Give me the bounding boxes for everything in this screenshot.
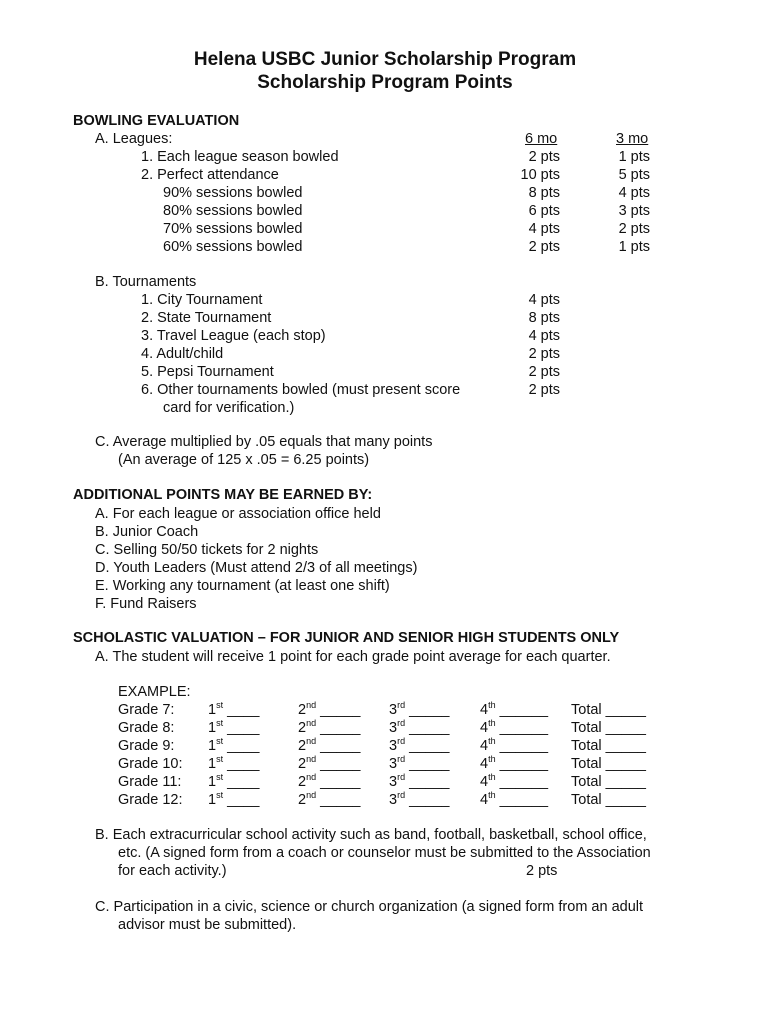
quarter-underline: _____	[409, 774, 450, 790]
league-row-3mo: 4 pts	[618, 185, 650, 201]
quarter-suffix: th	[488, 754, 496, 765]
quarter-underline: _____	[409, 702, 450, 718]
quarter-number: 2	[298, 720, 307, 736]
example-label: EXAMPLE:	[118, 684, 191, 700]
quarter-q3-blank[interactable]	[389, 702, 449, 719]
scholastic-item-a: A. The student will receive 1 point for each grade point average for each quarter.	[95, 649, 611, 665]
league-row-6mo: 2 pts	[528, 239, 560, 255]
league-row-3mo: 2 pts	[618, 221, 650, 237]
quarter-underline: _____	[320, 720, 361, 736]
quarter-suffix: th	[488, 718, 496, 729]
quarter-suffix: st	[216, 754, 224, 765]
quarter-q2-blank[interactable]	[298, 738, 360, 755]
quarter-number: 3	[389, 756, 398, 772]
quarter-number: 2	[298, 792, 307, 808]
quarter-q4-blank[interactable]	[480, 774, 548, 791]
tournament-row-pts: 2 pts	[528, 364, 560, 380]
grade-label: Grade 9:	[118, 738, 175, 754]
scholastic-item-c-line2: advisor must be submitted).	[118, 917, 297, 933]
tournament-row-pts: 2 pts	[528, 382, 560, 398]
league-row-6mo: 4 pts	[528, 221, 560, 237]
quarter-underline: _____	[320, 756, 361, 772]
tournaments-label: B. Tournaments	[95, 274, 197, 290]
league-row-3mo: 1 pts	[618, 149, 650, 165]
total-blank[interactable]: Total _____	[571, 792, 646, 808]
quarter-suffix: th	[488, 736, 496, 747]
quarter-suffix: st	[216, 700, 224, 711]
quarter-underline: ____	[227, 720, 260, 736]
quarter-q3-blank[interactable]	[389, 738, 449, 755]
quarter-number: 3	[389, 792, 398, 808]
league-row-3mo: 5 pts	[618, 167, 650, 183]
page-title: Helena USBC Junior Scholarship Program	[193, 49, 577, 70]
league-row-6mo: 6 pts	[528, 203, 560, 219]
bowling-heading: BOWLING EVALUATION	[73, 113, 240, 129]
tournament-row-label: 1. City Tournament	[141, 292, 263, 308]
quarter-suffix: rd	[397, 754, 406, 765]
quarter-q3-blank[interactable]	[389, 756, 449, 773]
quarter-q1-blank[interactable]	[208, 792, 259, 809]
league-row-label: 70% sessions bowled	[163, 221, 303, 237]
grade-label: Grade 7:	[118, 702, 175, 718]
quarter-number: 2	[298, 756, 307, 772]
quarter-q1-blank[interactable]	[208, 738, 259, 755]
quarter-q2-blank[interactable]	[298, 702, 360, 719]
quarter-suffix: nd	[306, 736, 317, 747]
quarter-q3-blank[interactable]	[389, 792, 449, 809]
quarter-q2-blank[interactable]	[298, 720, 360, 737]
quarter-suffix: th	[488, 772, 496, 783]
quarter-number: 3	[389, 738, 398, 754]
quarter-number: 4	[480, 756, 489, 772]
quarter-suffix: rd	[397, 772, 406, 783]
list-item: E. Working any tournament (at least one shift)	[95, 578, 390, 594]
quarter-underline: ____	[227, 738, 260, 754]
quarter-q1-blank[interactable]	[208, 720, 259, 737]
col-6mo-header: 6 mo	[525, 131, 558, 147]
quarter-q4-blank[interactable]	[480, 792, 548, 809]
quarter-number: 3	[389, 774, 398, 790]
quarter-number: 1	[208, 774, 217, 790]
league-row-6mo: 10 pts	[520, 167, 560, 183]
scholastic-item-c-line1: C. Participation in a civic, science or church organization (a signed form from an adult	[95, 899, 644, 915]
quarter-underline: _____	[320, 702, 361, 718]
quarter-suffix: rd	[397, 700, 406, 711]
scholastic-heading: SCHOLASTIC VALUATION – FOR JUNIOR AND SENIOR HIGH STUDENTS ONLY	[73, 630, 620, 646]
quarter-underline: ______	[499, 792, 549, 808]
average-example: (An average of 125 x .05 = 6.25 points)	[118, 452, 370, 468]
tournament-row-label: 5. Pepsi Tournament	[141, 364, 274, 380]
league-row-3mo: 3 pts	[618, 203, 650, 219]
quarter-number: 4	[480, 702, 489, 718]
quarter-number: 4	[480, 720, 489, 736]
quarter-number: 4	[480, 792, 489, 808]
quarter-number: 2	[298, 738, 307, 754]
total-blank[interactable]: Total _____	[571, 720, 646, 736]
total-blank[interactable]: Total _____	[571, 774, 646, 790]
tournament-row-label: 3. Travel League (each stop)	[141, 328, 326, 344]
additional-heading: ADDITIONAL POINTS MAY BE EARNED BY:	[73, 487, 373, 503]
list-item: A. For each league or association office held	[95, 506, 381, 522]
quarter-underline: ____	[227, 702, 260, 718]
quarter-suffix: st	[216, 772, 224, 783]
quarter-suffix: nd	[306, 700, 317, 711]
quarter-q2-blank[interactable]	[298, 792, 360, 809]
quarter-number: 1	[208, 720, 217, 736]
quarter-underline: _____	[409, 792, 450, 808]
quarter-q1-blank[interactable]	[208, 774, 259, 791]
league-row-label: 2. Perfect attendance	[141, 167, 279, 183]
tournament-row-pts: 8 pts	[528, 310, 560, 326]
quarter-suffix: nd	[306, 754, 317, 765]
quarter-underline: ____	[227, 774, 260, 790]
list-item: D. Youth Leaders (Must attend 2/3 of all meetings)	[95, 560, 418, 576]
grade-label: Grade 8:	[118, 720, 175, 736]
total-blank[interactable]: Total _____	[571, 756, 646, 772]
tournament-row-pts: 4 pts	[528, 292, 560, 308]
quarter-underline: _____	[320, 792, 361, 808]
scholastic-item-b-line3: for each activity.)	[118, 863, 227, 879]
quarter-number: 2	[298, 702, 307, 718]
quarter-number: 4	[480, 774, 489, 790]
tournament-row-label: 6. Other tournaments bowled (must present score	[141, 382, 461, 398]
grade-label: Grade 10:	[118, 756, 183, 772]
quarter-suffix: st	[216, 790, 224, 801]
total-blank[interactable]: Total _____	[571, 738, 646, 754]
quarter-q2-blank[interactable]	[298, 756, 360, 773]
quarter-underline: ____	[227, 756, 260, 772]
leagues-label: A. Leagues:	[95, 131, 173, 147]
scholastic-item-b-line2: etc. (A signed form from a coach or counselor must be submitted to the Association	[118, 845, 651, 861]
quarter-suffix: rd	[397, 736, 406, 747]
league-row-label: 90% sessions bowled	[163, 185, 303, 201]
league-row-6mo: 2 pts	[528, 149, 560, 165]
col-3mo-header: 3 mo	[616, 131, 649, 147]
list-item: B. Junior Coach	[95, 524, 199, 540]
page-subtitle: Scholarship Program Points	[257, 72, 513, 93]
quarter-number: 1	[208, 702, 217, 718]
quarter-underline: _____	[320, 774, 361, 790]
quarter-underline: ______	[499, 756, 549, 772]
quarter-suffix: rd	[397, 790, 406, 801]
quarter-suffix: nd	[306, 718, 317, 729]
league-row-label: 80% sessions bowled	[163, 203, 303, 219]
quarter-q4-blank[interactable]	[480, 702, 548, 719]
league-row-6mo: 8 pts	[528, 185, 560, 201]
quarter-number: 3	[389, 720, 398, 736]
league-row-label: 1. Each league season bowled	[141, 149, 339, 165]
quarter-number: 1	[208, 738, 217, 754]
quarter-q3-blank[interactable]	[389, 774, 449, 791]
league-row-3mo: 1 pts	[618, 239, 650, 255]
quarter-underline: ______	[499, 720, 549, 736]
scholastic-item-b-line1: B. Each extracurricular school activity such as band, football, basketball, school office,	[95, 827, 647, 843]
quarter-suffix: rd	[397, 718, 406, 729]
grade-label: Grade 11:	[118, 774, 182, 790]
quarter-underline: _____	[409, 738, 450, 754]
quarter-underline: ______	[499, 738, 549, 754]
quarter-q2-blank[interactable]	[298, 774, 360, 791]
quarter-suffix: th	[488, 790, 496, 801]
total-blank[interactable]: Total _____	[571, 702, 646, 718]
quarter-suffix: nd	[306, 772, 317, 783]
scholastic-item-b-points: 2 pts	[526, 863, 558, 879]
quarter-number: 1	[208, 792, 217, 808]
quarter-q1-blank[interactable]	[208, 756, 259, 773]
list-item: C. Selling 50/50 tickets for 2 nights	[95, 542, 319, 558]
quarter-q4-blank[interactable]	[480, 756, 548, 773]
tournament-row-label: 4. Adult/child	[141, 346, 224, 362]
grade-label: Grade 12:	[118, 792, 183, 808]
tournament-row-pts: 4 pts	[528, 328, 560, 344]
quarter-number: 2	[298, 774, 307, 790]
quarter-number: 1	[208, 756, 217, 772]
tournament-row-label: card for verification.)	[163, 400, 295, 416]
quarter-suffix: st	[216, 718, 224, 729]
quarter-suffix: th	[488, 700, 496, 711]
quarter-underline: _____	[409, 756, 450, 772]
quarter-underline: ______	[499, 774, 549, 790]
quarter-number: 4	[480, 738, 489, 754]
quarter-suffix: nd	[306, 790, 317, 801]
quarter-underline: _____	[320, 738, 361, 754]
quarter-underline: ____	[227, 792, 260, 808]
quarter-underline: ______	[499, 702, 549, 718]
list-item: F. Fund Raisers	[95, 596, 197, 612]
quarter-q1-blank[interactable]	[208, 702, 259, 719]
quarter-q4-blank[interactable]	[480, 738, 548, 755]
quarter-q4-blank[interactable]	[480, 720, 548, 737]
quarter-underline: _____	[409, 720, 450, 736]
quarter-q3-blank[interactable]	[389, 720, 449, 737]
league-row-label: 60% sessions bowled	[163, 239, 303, 255]
tournament-row-label: 2. State Tournament	[141, 310, 272, 326]
quarter-suffix: st	[216, 736, 224, 747]
quarter-number: 3	[389, 702, 398, 718]
tournament-row-pts: 2 pts	[528, 346, 560, 362]
average-rule: C. Average multiplied by .05 equals that many points	[95, 434, 433, 450]
